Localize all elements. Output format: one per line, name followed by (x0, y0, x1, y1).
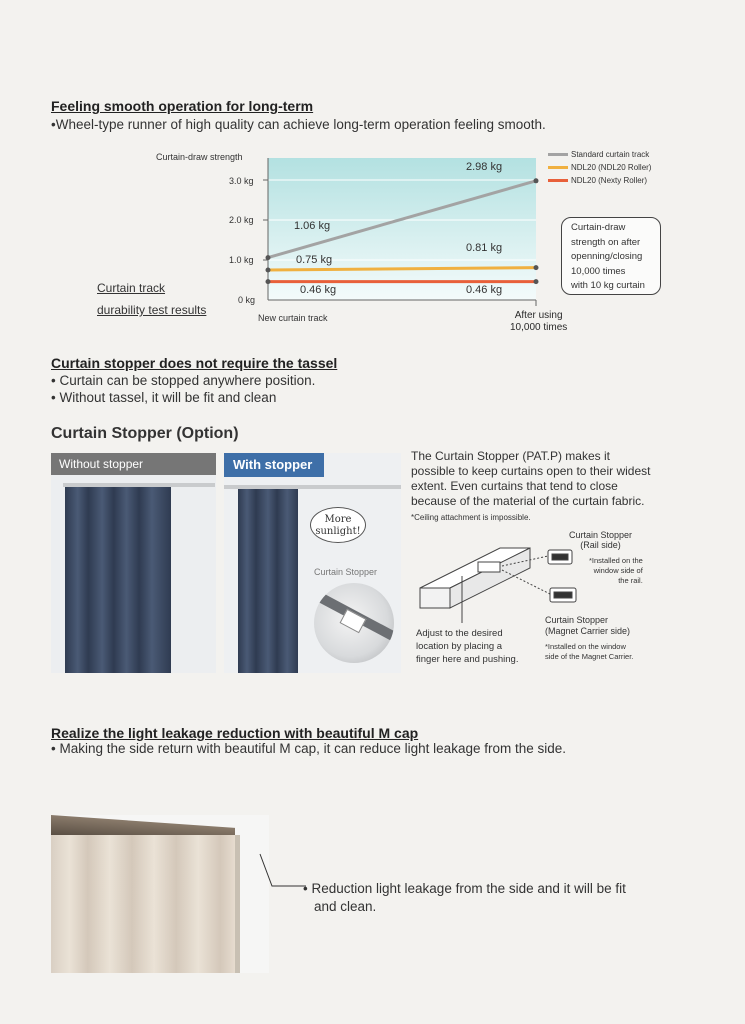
ytick-label: 2.0 kg (229, 215, 254, 225)
section-title-smooth-operation: Feeling smooth operation for long-term (51, 98, 314, 114)
ytick-label: 1.0 kg (229, 255, 254, 265)
photo-without-stopper (51, 453, 216, 673)
section-title-m-cap: Realize the light leakage reduction with beautiful M cap (51, 725, 419, 741)
legend-swatch (548, 153, 568, 156)
rail-side-label (569, 530, 632, 550)
magnet-side-note (545, 642, 633, 662)
data-point (266, 255, 271, 260)
ytick-label: 0 kg (238, 295, 256, 305)
adjust-line: Adjust to the desired (416, 628, 503, 639)
more-sunlight-bubble (310, 507, 366, 543)
data-label: 1.06 kg (294, 219, 331, 232)
stopper-bullet: • Curtain can be stopped anywhere position. (51, 373, 316, 388)
rail-side-note (589, 556, 643, 586)
label-with-stopper: With stopper (233, 457, 313, 472)
x-label-after-line: After using (514, 310, 563, 321)
rail-front (420, 588, 450, 608)
section-desc-smooth-operation: •Wheel-type runner of high quality can achieve long-term operation feeling smooth. (51, 117, 546, 132)
legend-item (548, 148, 651, 161)
magnet-label-line: Curtain Stopper (545, 615, 609, 625)
legend-item (548, 161, 651, 174)
magnet-side-label (545, 615, 630, 637)
legend-swatch (548, 166, 568, 169)
desc-line: The Curtain Stopper (PAT.P) makes it (411, 449, 610, 463)
adjust-instruction (416, 627, 518, 666)
chart-legend (548, 148, 651, 187)
m-cap-leader (258, 852, 308, 892)
data-point (266, 268, 271, 273)
curtain-navy (238, 489, 298, 673)
legend-item (548, 174, 651, 187)
rail-note-line: *Installed on the (589, 556, 643, 565)
adjust-line: finger here and pushing. (416, 654, 519, 665)
leader-line (502, 570, 550, 594)
rail-side-label-line: (Rail side) (580, 540, 621, 550)
magnet-label-line: (Magnet Carrier side) (545, 626, 631, 636)
data-label: 2.98 kg (466, 160, 503, 173)
chart-ylabel: Curtain-draw strength (156, 152, 243, 162)
stopper-caption: Curtain Stopper (314, 567, 378, 577)
legend-label: Standard curtain track (571, 150, 650, 159)
callout-line: with 10 kg curtain (571, 280, 645, 291)
chart-left-caption: durability test results (97, 303, 207, 317)
rail-side-stopper-slot (552, 554, 568, 560)
data-label: 0.75 kg (296, 254, 333, 266)
chart-left-caption: Curtain track (97, 281, 166, 295)
x-label-new: New curtain track (258, 313, 328, 323)
stopper-description (411, 449, 650, 509)
curtain-navy (65, 487, 171, 673)
leader-line (260, 854, 306, 886)
m-cap-return (235, 835, 240, 973)
data-point (534, 265, 539, 270)
carrier-block (478, 562, 500, 572)
magnet-note-line: side of the Magnet Carrier. (545, 652, 634, 661)
data-label: 0.46 kg (300, 283, 337, 296)
data-point (534, 178, 539, 183)
stopper-bullet: • Without tassel, it will be fit and clean (51, 390, 277, 405)
x-label-after (510, 310, 567, 334)
photo-with-stopper (224, 453, 401, 673)
rail-note-line: the rail. (618, 576, 643, 585)
rail-side-label-line: Curtain Stopper (569, 530, 633, 540)
bubble-line: More (324, 514, 352, 525)
desc-line: extent. Even curtains that tend to close (411, 479, 618, 493)
magnet-side-stopper-slot (554, 592, 572, 598)
m-cap-callout-line: and clean. (314, 899, 377, 914)
data-label: 0.46 kg (466, 283, 503, 296)
callout-line: 10,000 times (571, 265, 626, 277)
data-label: 0.81 kg (466, 241, 503, 254)
m-cap-callout-line: • Reduction light leakage from the side and it will be fit (303, 881, 626, 896)
section-title-curtain-stopper: Curtain stopper does not require the tassel (51, 355, 338, 371)
rail-note-line: window side of (593, 566, 643, 575)
legend-label: NDL20 (NDL20 Roller) (571, 163, 652, 172)
m-cap-callout (303, 880, 626, 916)
ytick-label: 3.0 kg (229, 176, 254, 186)
magnet-note-line: *Installed on the window (545, 642, 626, 651)
legend-swatch (548, 179, 568, 182)
adjust-line: location by placing a (416, 641, 503, 652)
data-point (534, 279, 539, 284)
bubble-line: sunlight! (315, 526, 361, 537)
durability-chart (0, 140, 745, 340)
x-label-after-line: 10,000 times (510, 322, 568, 333)
curtain-beige (51, 835, 235, 973)
chart-callout (561, 217, 661, 295)
callout-line: Curtain-draw (571, 222, 626, 233)
data-point (266, 279, 271, 284)
option-heading: Curtain Stopper (Option) (51, 425, 239, 442)
ceiling-note: *Ceiling attachment is impossible. (411, 513, 531, 522)
desc-line: because of the material of the curtain fabric. (411, 494, 645, 508)
label-without-stopper: Without stopper (59, 457, 144, 471)
stopper-closeup (314, 583, 394, 663)
callout-line: strength on after (571, 236, 641, 248)
photo-m-cap (51, 815, 269, 973)
legend-label: NDL20 (Nexty Roller) (571, 176, 648, 185)
desc-line: possible to keep curtains open to their widest (411, 464, 651, 478)
section-desc-m-cap: • Making the side return with beautiful M cap, it can reduce light leakage from the side. (51, 741, 566, 756)
callout-line: openning/closing (571, 251, 643, 262)
